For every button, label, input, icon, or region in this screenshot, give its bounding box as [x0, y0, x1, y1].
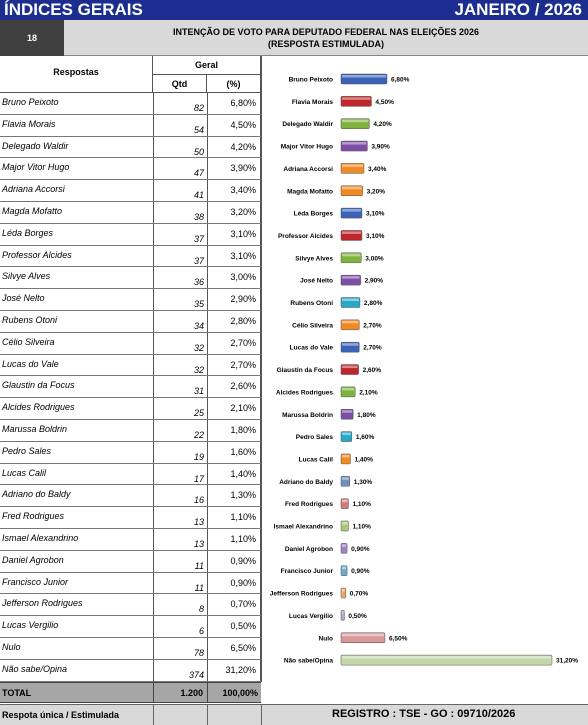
footer-bar — [0, 704, 588, 725]
table-row — [0, 93, 261, 115]
bar-category-label: Não sabe/Opina — [283, 657, 333, 665]
table-row — [0, 376, 261, 398]
table-row — [0, 311, 261, 333]
table-row — [0, 398, 261, 420]
row-pct: 4,20% — [207, 137, 261, 158]
table-row — [0, 202, 261, 224]
bar-category-label: Marussa Boldrin — [282, 411, 333, 419]
row-pct: 1,40% — [207, 464, 261, 485]
row-name: Lucas Vergilio — [2, 620, 59, 631]
bar-value-label: 2,80% — [363, 300, 383, 307]
bar-highlight — [342, 611, 343, 614]
bar-highlight — [342, 187, 362, 190]
row-qtd: 17 — [153, 464, 207, 485]
row-name: Silvye Alves — [2, 271, 51, 282]
row-pct: 1,10% — [207, 507, 261, 528]
row-name: Adriana Accorsi — [2, 184, 65, 195]
bar-highlight — [342, 254, 360, 256]
table-row — [0, 137, 261, 159]
table-row — [0, 529, 261, 551]
row-pct: 3,00% — [207, 267, 261, 288]
table-body — [0, 93, 261, 682]
bar-category-label: Glaustin da Focus — [276, 367, 333, 375]
header-bar — [0, 0, 588, 20]
row-name: Adriano do Baldy — [2, 489, 71, 500]
row-name: Não sabe/Opina — [2, 663, 68, 674]
bar-value-label: 3,20% — [366, 188, 386, 196]
bar-highlight — [342, 321, 358, 324]
row-name: Professor Alcides — [2, 249, 72, 260]
bar-category-label: Ismael Alexandrino — [273, 523, 333, 531]
bar-highlight — [342, 164, 363, 167]
table-row — [0, 551, 261, 573]
table-row — [0, 638, 261, 660]
bar-category-label: Daniel Agrobon — [284, 545, 333, 553]
table-row — [0, 333, 261, 355]
row-pct: 2,10% — [207, 398, 261, 419]
row-pct: 4,50% — [207, 115, 261, 136]
table-row — [0, 485, 261, 507]
bar-category-label: Bruno Peixoto — [288, 76, 333, 84]
row-pct: 0,90% — [207, 551, 261, 572]
row-name: Magda Mofatto — [2, 205, 63, 216]
row-pct: 1,80% — [207, 420, 261, 441]
bar-chart-svg — [262, 56, 588, 682]
question-line-2: (RESPOSTA ESTIMULADA) — [268, 39, 384, 49]
row-qtd: 82 — [153, 93, 207, 114]
bar-highlight — [342, 231, 361, 234]
total-row — [0, 682, 261, 703]
header-qtd: Qtd — [153, 75, 207, 93]
table-row — [0, 507, 261, 529]
total-qtd: 1.200 — [153, 683, 207, 702]
total-pct: 100,00% — [207, 683, 261, 702]
bar-highlight — [342, 433, 351, 436]
bar-highlight — [342, 388, 354, 391]
row-name: Bruno Peixoto — [2, 97, 59, 107]
row-qtd: 34 — [153, 311, 207, 332]
row-qtd: 22 — [153, 420, 207, 441]
row-name: Alcides Rodrigues — [2, 402, 75, 413]
row-qtd: 78 — [153, 638, 207, 659]
bar-highlight — [342, 500, 347, 503]
bar-highlight — [342, 209, 361, 212]
row-qtd: 374 — [153, 660, 207, 681]
bar-highlight — [342, 634, 384, 637]
row-qtd: 37 — [153, 246, 207, 267]
bar-value-label: 1,30% — [353, 478, 373, 486]
row-qtd: 11 — [153, 551, 207, 572]
header-geral: Geral — [153, 56, 261, 75]
table-row — [0, 442, 261, 464]
row-pct: 2,70% — [207, 355, 261, 376]
bar-category-label: Magda Mofatto — [287, 188, 333, 196]
bar-category-label: Adriano do Baldy — [279, 478, 333, 486]
bar-value-label: 0,90% — [351, 568, 370, 576]
table-row — [0, 267, 261, 289]
row-name: Célio Silveira — [2, 336, 55, 347]
row-qtd: 50 — [153, 137, 207, 158]
question-title — [64, 22, 588, 54]
row-name: Nulo — [2, 641, 21, 652]
bar-value-label: 4,50% — [375, 98, 394, 106]
page-title: ÍNDICES GERAIS — [4, 0, 143, 19]
bar-highlight — [342, 276, 360, 279]
row-qtd: 47 — [153, 158, 207, 179]
row-name: Ismael Alexandrino — [2, 532, 79, 543]
row-pct: 3,20% — [207, 202, 261, 223]
row-qtd: 31 — [153, 376, 207, 397]
bar-value-label: 31,20% — [556, 657, 579, 665]
row-name: Pedro Sales — [2, 445, 52, 456]
row-pct: 3,10% — [207, 246, 261, 267]
row-pct: 0,70% — [207, 594, 261, 615]
row-name: Fred Rodrigues — [2, 511, 65, 522]
bar-category-label: Rubens Otoni — [290, 300, 333, 307]
row-qtd: 16 — [153, 485, 207, 506]
bar-category-label: Léda Borges — [293, 210, 333, 218]
row-qtd: 25 — [153, 398, 207, 419]
bar-category-label: Pedro Sales — [295, 434, 333, 442]
bar-value-label: 1,60% — [355, 434, 375, 442]
row-pct: 2,90% — [207, 289, 261, 310]
table-row — [0, 289, 261, 311]
row-pct: 2,60% — [207, 376, 261, 397]
header-respostas: Respostas — [0, 56, 153, 93]
row-name: Francisco Junior — [2, 576, 69, 587]
row-qtd: 36 — [153, 267, 207, 288]
row-pct: 3,90% — [207, 158, 261, 179]
bar-category-label: Célio Silveira — [292, 322, 333, 330]
bar-value-label: 0,50% — [348, 612, 367, 620]
row-qtd: 6 — [153, 616, 207, 637]
table-row — [0, 594, 261, 616]
bar-highlight — [342, 544, 346, 547]
footer-note: Respota única / Estimulada — [2, 710, 120, 720]
row-pct: 1,10% — [207, 529, 261, 550]
header-pct: (%) — [207, 75, 261, 93]
bar-category-label: Lucas do Vale — [289, 344, 333, 352]
bar-value-label: 6,50% — [388, 635, 408, 643]
question-number: 18 — [0, 20, 64, 56]
bar-value-label: 1,80% — [357, 411, 376, 419]
row-name: Daniel Agrobon — [2, 554, 64, 565]
registro-label: REGISTRO : TSE - GO : 09710/2026 — [332, 708, 516, 720]
bar-value-label: 3,10% — [365, 210, 385, 218]
bar-highlight — [342, 142, 366, 145]
bar-value-label: 3,00% — [365, 255, 384, 263]
bar-value-label: 1,10% — [352, 523, 371, 531]
table-row — [0, 616, 261, 638]
row-qtd: 41 — [153, 180, 207, 201]
bar-value-label: 2,10% — [359, 389, 378, 397]
row-pct: 6,80% — [207, 93, 261, 114]
row-name: Glaustin da Focus — [2, 380, 75, 391]
bar-category-label: Lucas Vergilio — [288, 612, 333, 620]
row-name: Léda Borges — [2, 227, 54, 238]
row-name: Marussa Boldrin — [2, 423, 68, 434]
row-pct: 1,60% — [207, 442, 261, 463]
row-qtd: 19 — [153, 442, 207, 463]
bar-chart — [261, 56, 588, 682]
bar-highlight — [342, 299, 359, 302]
row-name: Major Vitor Hugo — [2, 162, 70, 173]
bar-value-label: 2,60% — [362, 367, 382, 375]
row-name: Lucas do Vale — [2, 358, 59, 369]
bar-value-label: 6,80% — [390, 76, 410, 84]
row-qtd: 11 — [153, 573, 207, 594]
bar-category-label: Professor Alcides — [277, 232, 333, 240]
table-row — [0, 660, 261, 682]
row-pct: 3,40% — [207, 180, 261, 201]
question-line-1: INTENÇÃO DE VOTO PARA DEPUTADO FEDERAL NAS ELEIÇÕES 2026 — [172, 27, 480, 37]
bar-highlight — [342, 75, 386, 78]
row-pct: 0,50% — [207, 616, 261, 637]
row-qtd: 35 — [153, 289, 207, 310]
table-row — [0, 180, 261, 202]
row-qtd: 13 — [153, 529, 207, 550]
bar-highlight — [342, 455, 349, 458]
bar-value-label: 3,10% — [365, 232, 385, 240]
row-pct: 2,80% — [207, 311, 261, 332]
bar-value-label: 4,20% — [373, 121, 392, 129]
bar-value-label: 3,90% — [371, 143, 390, 151]
bar-category-label: José Nelto — [300, 277, 333, 285]
row-qtd: 32 — [153, 333, 207, 354]
row-name: Rubens Otoni — [2, 314, 58, 325]
bar-value-label: 1,40% — [354, 456, 373, 464]
row-pct: 3,10% — [207, 224, 261, 245]
row-pct: 31,20% — [207, 660, 261, 681]
row-name: José Nelto — [2, 293, 45, 304]
bar-value-label: 3,40% — [367, 165, 387, 173]
bar-highlight — [342, 589, 345, 592]
total-label: TOTAL — [2, 688, 32, 698]
row-pct: 1,30% — [207, 485, 261, 506]
table-row — [0, 158, 261, 180]
bar-category-label: Silvye Alves — [295, 255, 333, 263]
bar-highlight — [342, 97, 370, 100]
bar-highlight — [342, 477, 349, 480]
row-pct: 6,50% — [207, 638, 261, 659]
row-name: Lucas Calil — [2, 467, 47, 478]
table-row — [0, 355, 261, 377]
row-name: Flavia Morais — [2, 118, 56, 129]
footer-divider — [153, 705, 154, 725]
table-row — [0, 464, 261, 486]
bar-highlight — [342, 410, 352, 413]
bar-highlight — [342, 343, 358, 346]
row-name: Delegado Waldir — [2, 140, 69, 151]
table-row — [0, 246, 261, 268]
bar-category-label: Nulo — [318, 635, 333, 643]
period-label: JANEIRO / 2026 — [454, 0, 582, 19]
bar-category-label: Lucas Calil — [298, 456, 333, 464]
table-row — [0, 420, 261, 442]
table-row — [0, 573, 261, 595]
row-qtd: 37 — [153, 224, 207, 245]
table-row — [0, 115, 261, 137]
footer-divider — [261, 705, 262, 725]
bar-value-label: 2,70% — [363, 322, 382, 330]
bar-category-label: Fred Rodrigues — [284, 501, 333, 509]
bar-value-label: 2,70% — [363, 344, 382, 352]
row-name: Jefferson Rodrigues — [2, 598, 83, 609]
bar-highlight — [342, 522, 347, 525]
bar-highlight — [342, 120, 368, 123]
bar-highlight — [342, 656, 551, 659]
bar-category-label: Delegado Waldir — [282, 121, 333, 129]
footer-divider — [207, 705, 208, 725]
row-qtd: 38 — [153, 202, 207, 223]
bar-category-label: Jefferson Rodrigues — [269, 590, 333, 598]
row-qtd: 54 — [153, 115, 207, 136]
row-pct: 2,70% — [207, 333, 261, 354]
bar-value-label: 2,90% — [364, 277, 384, 285]
bar-value-label: 0,90% — [351, 545, 370, 553]
bar-highlight — [342, 567, 346, 570]
bar-value-label: 0,70% — [349, 590, 369, 598]
row-pct: 0,90% — [207, 573, 261, 594]
table-row — [0, 224, 261, 246]
bar-category-label: Alcides Rodrigues — [275, 389, 333, 397]
bar-value-label: 1,10% — [352, 501, 371, 509]
bar-category-label: Major Vitor Hugo — [280, 143, 333, 151]
bar-category-label: Flavia Morais — [291, 98, 333, 106]
bar-category-label: Francisco Junior — [280, 568, 333, 576]
bar-category-label: Adriana Accorsi — [283, 165, 333, 173]
row-qtd: 13 — [153, 507, 207, 528]
row-qtd: 32 — [153, 355, 207, 376]
row-qtd: 8 — [153, 594, 207, 615]
bar-highlight — [342, 366, 358, 369]
